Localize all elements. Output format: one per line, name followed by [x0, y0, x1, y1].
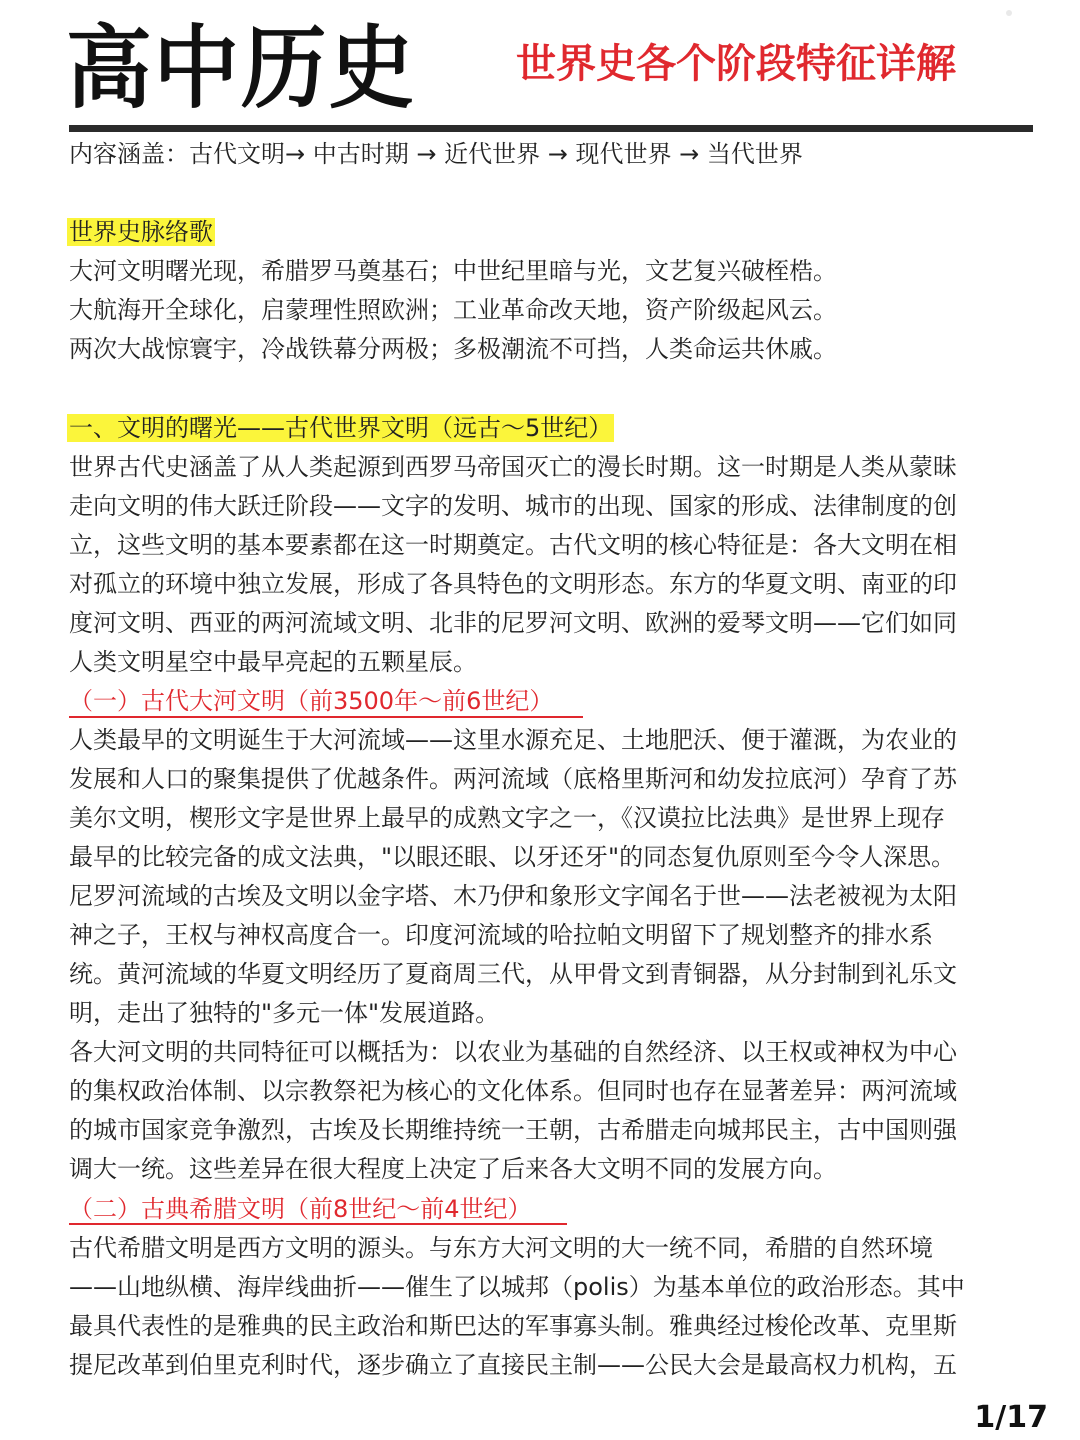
- subsection-underline: [69, 716, 583, 718]
- paragraph-line: 统。黄河流域的华夏文明经历了夏商周三代，从甲骨文到青铜器，从分封制到礼乐文: [69, 960, 957, 988]
- paragraph-line: 人类最早的文明诞生于大河流域——这里水源充足、土地肥沃、便于灌溉，为农业的: [69, 726, 957, 754]
- section-heading-text: 一、文明的曙光——古代世界文明（远古～5世纪）: [69, 414, 613, 442]
- paragraph-line: 提尼改革到伯里克利时代，逐步确立了直接民主制——公民大会是最高权力机构，五: [69, 1351, 957, 1379]
- decorative-dot: [1006, 10, 1012, 16]
- paragraph-line: 最早的比较完备的成文法典，"以眼还眼、以牙还牙"的同态复仇原则至今令人深思。: [69, 843, 956, 871]
- paragraph-line: 世界古代史涵盖了从人类起源到西罗马帝国灭亡的漫长时期。这一时期是人类从蒙昧: [69, 453, 957, 481]
- page-number: 1/17: [974, 1400, 1048, 1435]
- paragraph-line: 各大河文明的共同特征可以概括为：以农业为基础的自然经济、以王权或神权为中心: [69, 1038, 957, 1066]
- paragraph-line: 对孤立的环境中独立发展，形成了各具特色的文明形态。东方的华夏文明、南亚的印: [69, 570, 957, 598]
- paragraph-line: ——山地纵横、海岸线曲折——催生了以城邦（polis）为基本单位的政治形态。其中: [69, 1273, 965, 1301]
- paragraph-line: 走向文明的伟大跃迁阶段——文字的发明、城市的出现、国家的形成、法律制度的创: [69, 492, 957, 520]
- paragraph-line: 古代希腊文明是西方文明的源头。与东方大河文明的大一统不同，希腊的自然环境: [69, 1234, 933, 1262]
- subsection-underline: [69, 1223, 567, 1225]
- paragraph-line: 的城市国家竞争激烈，古埃及长期维持统一王朝，古希腊走向城邦民主，古中国则强: [69, 1116, 957, 1144]
- paragraph-line: 调大一统。这些差异在很大程度上决定了后来各大文明不同的发展方向。: [69, 1155, 837, 1183]
- song-line: 大河文明曙光现，希腊罗马奠基石；中世纪里暗与光，文艺复兴破桎梏。: [69, 257, 837, 285]
- song-line: 两次大战惊寰宇，冷战铁幕分两极；多极潮流不可挡，人类命运共休戚。: [69, 335, 837, 363]
- paragraph-line: 明，走出了独特的"多元一体"发展道路。: [69, 999, 500, 1027]
- paragraph-line: 美尔文明，楔形文字是世界上最早的成熟文字之一，《汉谟拉比法典》是世界上现存: [69, 804, 945, 832]
- title-divider: [69, 125, 1033, 132]
- subsection-heading: （二）古典希腊文明（前8世纪～前4世纪）: [69, 1195, 532, 1223]
- paragraph-line: 发展和人口的聚集提供了优越条件。两河流域（底格里斯河和幼发拉底河）孕育了苏: [69, 765, 957, 793]
- paragraph-line: 神之子，王权与神权高度合一。印度河流域的哈拉帕文明留下了规划整齐的排水系: [69, 921, 933, 949]
- paragraph-line: 的集权政治体制、以宗教祭祀为核心的文化体系。但同时也存在显著差异：两河流域: [69, 1077, 957, 1105]
- song-line: 大航海开全球化，启蒙理性照欧洲；工业革命改天地，资产阶级起风云。: [69, 296, 837, 324]
- song-heading: [69, 213, 215, 252]
- section-heading: [69, 409, 614, 448]
- paragraph-line: 度河文明、西亚的两河流域文明、北非的尼罗河文明、欧洲的爱琴文明——它们如同: [69, 609, 957, 637]
- page-subtitle: 世界史各个阶段特征详解: [516, 41, 956, 87]
- page-title: 高中历史: [66, 16, 417, 121]
- paragraph-line: 尼罗河流域的古埃及文明以金字塔、木乃伊和象形文字闻名于世——法老被视为太阳: [69, 882, 957, 910]
- scope-line: 内容涵盖：古代文明→ 中古时期 → 近代世界 → 现代世界 → 当代世界: [69, 140, 803, 168]
- paragraph-line: 立，这些文明的基本要素都在这一时期奠定。古代文明的核心特征是：各大文明在相: [69, 531, 957, 559]
- paragraph-line: 人类文明星空中最早亮起的五颗星辰。: [69, 648, 477, 676]
- paragraph-line: 最具代表性的是雅典的民主政治和斯巴达的军事寡头制。雅典经过梭伦改革、克里斯: [69, 1312, 957, 1340]
- subsection-heading: （一）古代大河文明（前3500年～前6世纪）: [69, 687, 554, 715]
- song-heading-text: 世界史脉络歌: [69, 218, 213, 246]
